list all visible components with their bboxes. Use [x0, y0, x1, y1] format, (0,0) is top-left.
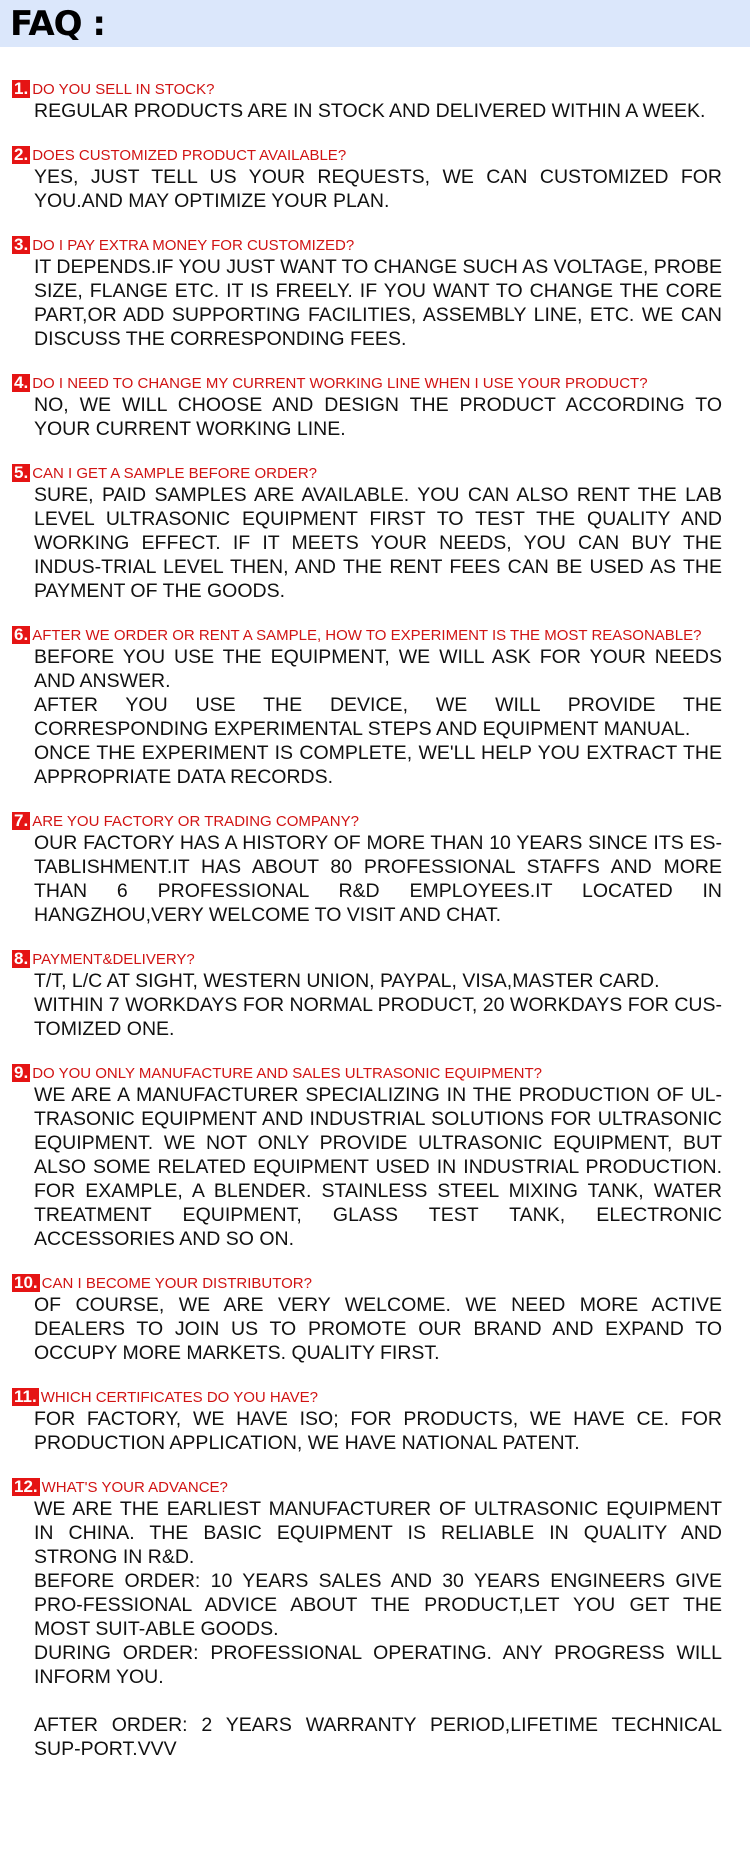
faq-question-row: [12, 235, 722, 255]
faq-question: DO YOU SELL IN STOCK?: [32, 80, 215, 98]
faq-item: [12, 1387, 722, 1455]
question-number-badge: 12.: [14, 1477, 38, 1496]
faq-item: [12, 949, 722, 1041]
answer-paragraph: WITHIN 7 WORKDAYS FOR NORMAL PRODUCT, 20 WORKDAYS FOR CUS-TOMIZED ONE.: [34, 994, 722, 1040]
page-title: FAQ :: [10, 4, 105, 44]
faq-item: [12, 235, 722, 351]
answer-paragraph: ONCE THE EXPERIMENT IS COMPLETE, WE'LL HELP YOU EXTRACT THE APPROPRIATE DATA RECORDS.: [34, 742, 722, 788]
answer-paragraph: OUR FACTORY HAS A HISTORY OF MORE THAN 10 YEARS SINCE ITS ES-TABLISHMENT.IT HAS ABOUT 80 PROFESSIONAL STAFFS AND MORE THAN 6 PROFESSIONAL R&D EMPLOYEES.IT LOCATED IN HANGZHOU,VERY WELCOME TO VISIT AND CHAT.: [34, 832, 722, 926]
faq-answer: [34, 99, 722, 123]
faq-item: [12, 1063, 722, 1251]
faq-item: [12, 79, 722, 123]
faq-answer: [34, 1083, 722, 1251]
question-number-badge: 10.: [14, 1273, 38, 1292]
answer-paragraph: BEFORE YOU USE THE EQUIPMENT, WE WILL ASK FOR YOUR NEEDS AND ANSWER.: [34, 646, 722, 692]
faq-header: [0, 0, 750, 47]
answer-paragraph: T/T, L/C AT SIGHT, WESTERN UNION, PAYPAL, VISA,MASTER CARD.: [34, 970, 660, 992]
faq-question: CAN I GET A SAMPLE BEFORE ORDER?: [32, 464, 317, 482]
faq-list: [0, 47, 750, 1761]
faq-question: DO I NEED TO CHANGE MY CURRENT WORKING LINE WHEN I USE YOUR PRODUCT?: [32, 374, 648, 392]
faq-question-row: [12, 625, 722, 645]
answer-paragraph: AFTER ORDER: 2 YEARS WARRANTY PERIOD,LIFETIME TECHNICAL SUP-PORT.VVV: [34, 1714, 722, 1760]
answer-paragraph: IT DEPENDS.IF YOU JUST WANT TO CHANGE SUCH AS VOLTAGE, PROBE SIZE, FLANGE ETC. IT IS FREELY. IF YOU WANT TO CHANGE THE CORE PART,OR ADD SUPPORTING FACILITIES, ASSEMBLY LINE, ETC. WE CAN DISCUSS THE CORRESPONDING FEES.: [34, 256, 722, 350]
faq-item: [12, 1273, 722, 1365]
question-number-badge: 6.: [14, 625, 29, 644]
faq-item: [12, 373, 722, 441]
faq-answer: [34, 393, 722, 441]
faq-question-row: [12, 811, 722, 831]
faq-question-row: [12, 373, 722, 393]
answer-paragraph: OF COURSE, WE ARE VERY WELCOME. WE NEED MORE ACTIVE DEALERS TO JOIN US TO PROMOTE OUR BRAND AND EXPAND TO OCCUPY MORE MARKETS. QUALITY FIRST.: [34, 1294, 722, 1364]
faq-question: DO YOU ONLY MANUFACTURE AND SALES ULTRASONIC EQUIPMENT?: [32, 1064, 543, 1082]
faq-answer: [34, 255, 722, 351]
faq-question: AFTER WE ORDER OR RENT A SAMPLE, HOW TO EXPERIMENT IS THE MOST REASONABLE?: [32, 626, 702, 644]
question-number-badge: 9.: [14, 1063, 29, 1082]
faq-item: [12, 145, 722, 213]
answer-paragraph: WE ARE A MANUFACTURER SPECIALIZING IN THE PRODUCTION OF UL-TRASONIC EQUIPMENT AND INDUSTRIAL SOLUTIONS FOR ULTRASONIC EQUIPMENT. WE NOT ONLY PROVIDE ULTRASONIC EQUIPMENT, BUT ALSO SOME RELATED EQUIPMENT USED IN INDUSTRIAL PRODUCTION. FOR EXAMPLE, A BLENDER. STAINLESS STEEL MIXING TANK, WATER TREATMENT EQUIPMENT, GLASS TEST TANK, ELECTRONIC ACCESSORIES AND SO ON.: [34, 1084, 722, 1250]
answer-paragraph: WE ARE THE EARLIEST MANUFACTURER OF ULTRASONIC EQUIPMENT IN CHINA. THE BASIC EQUIPMENT IS RELIABLE IN QUALITY AND STRONG IN R&D.: [34, 1498, 722, 1568]
question-number-badge: 1.: [14, 79, 29, 98]
faq-item: [12, 463, 722, 603]
question-number-badge: 5.: [14, 463, 29, 482]
faq-item: [12, 811, 722, 927]
faq-answer: [34, 645, 722, 789]
faq-question-row: [12, 949, 722, 969]
answer-paragraph: REGULAR PRODUCTS ARE IN STOCK AND DELIVERED WITHIN A WEEK.: [34, 100, 706, 122]
faq-question-row: [12, 1477, 722, 1497]
faq-item: [12, 1477, 722, 1761]
answer-paragraph: NO, WE WILL CHOOSE AND DESIGN THE PRODUCT ACCORDING TO YOUR CURRENT WORKING LINE.: [34, 394, 722, 440]
faq-answer: [34, 831, 722, 927]
answer-paragraph: BEFORE ORDER: 10 YEARS SALES AND 30 YEARS ENGINEERS GIVE PRO-FESSIONAL ADVICE ABOUT THE PRODUCT,LET YOU GET THE MOST SUIT-ABLE GOODS.: [34, 1570, 722, 1640]
faq-question-row: [12, 79, 722, 99]
faq-answer: [34, 969, 722, 1041]
faq-answer: [34, 1293, 722, 1365]
question-number-badge: 11.: [14, 1387, 37, 1406]
faq-question: WHICH CERTIFICATES DO YOU HAVE?: [40, 1388, 318, 1406]
question-number-badge: 7.: [14, 811, 29, 830]
answer-paragraph: FOR FACTORY, WE HAVE ISO; FOR PRODUCTS, WE HAVE CE. FOR PRODUCTION APPLICATION, WE HAVE NATIONAL PATENT.: [34, 1408, 722, 1454]
faq-question-row: [12, 145, 722, 165]
answer-paragraph: SURE, PAID SAMPLES ARE AVAILABLE. YOU CAN ALSO RENT THE LAB LEVEL ULTRASONIC EQUIPMENT FIRST TO TEST THE QUALITY AND WORKING EFFECT. IF IT MEETS YOUR NEEDS, YOU CAN BUY THE INDUS-TRIAL LEVEL THEN, AND THE RENT FEES CAN BE USED AS THE PAYMENT OF THE GOODS.: [34, 484, 722, 602]
answer-paragraph: [34, 1689, 722, 1713]
faq-question: WHAT'S YOUR ADVANCE?: [41, 1478, 228, 1496]
question-number-badge: 3.: [14, 235, 29, 254]
faq-question-row: [12, 1063, 722, 1083]
question-number-badge: 4.: [14, 373, 29, 392]
answer-paragraph: AFTER YOU USE THE DEVICE, WE WILL PROVIDE THE CORRESPONDING EXPERIMENTAL STEPS AND EQUIPMENT MANUAL.: [34, 694, 722, 740]
question-number-badge: 2.: [14, 145, 29, 164]
faq-answer: [34, 483, 722, 603]
faq-question: CAN I BECOME YOUR DISTRIBUTOR?: [41, 1274, 312, 1292]
faq-answer: [34, 165, 722, 213]
faq-answer: [34, 1497, 722, 1761]
question-number-badge: 8.: [14, 949, 29, 968]
faq-question: ARE YOU FACTORY OR TRADING COMPANY?: [32, 812, 359, 830]
faq-answer: [34, 1407, 722, 1455]
faq-question-row: [12, 1387, 722, 1407]
faq-question: DOES CUSTOMIZED PRODUCT AVAILABLE?: [32, 146, 347, 164]
faq-question-row: [12, 463, 722, 483]
answer-paragraph: DURING ORDER: PROFESSIONAL OPERATING. ANY PROGRESS WILL INFORM YOU.: [34, 1642, 722, 1688]
answer-paragraph: YES, JUST TELL US YOUR REQUESTS, WE CAN CUSTOMIZED FOR YOU.AND MAY OPTIMIZE YOUR PLAN.: [34, 166, 722, 212]
faq-question: PAYMENT&DELIVERY?: [32, 950, 195, 968]
faq-item: [12, 625, 722, 789]
faq-question: DO I PAY EXTRA MONEY FOR CUSTOMIZED?: [32, 236, 355, 254]
faq-question-row: [12, 1273, 722, 1293]
